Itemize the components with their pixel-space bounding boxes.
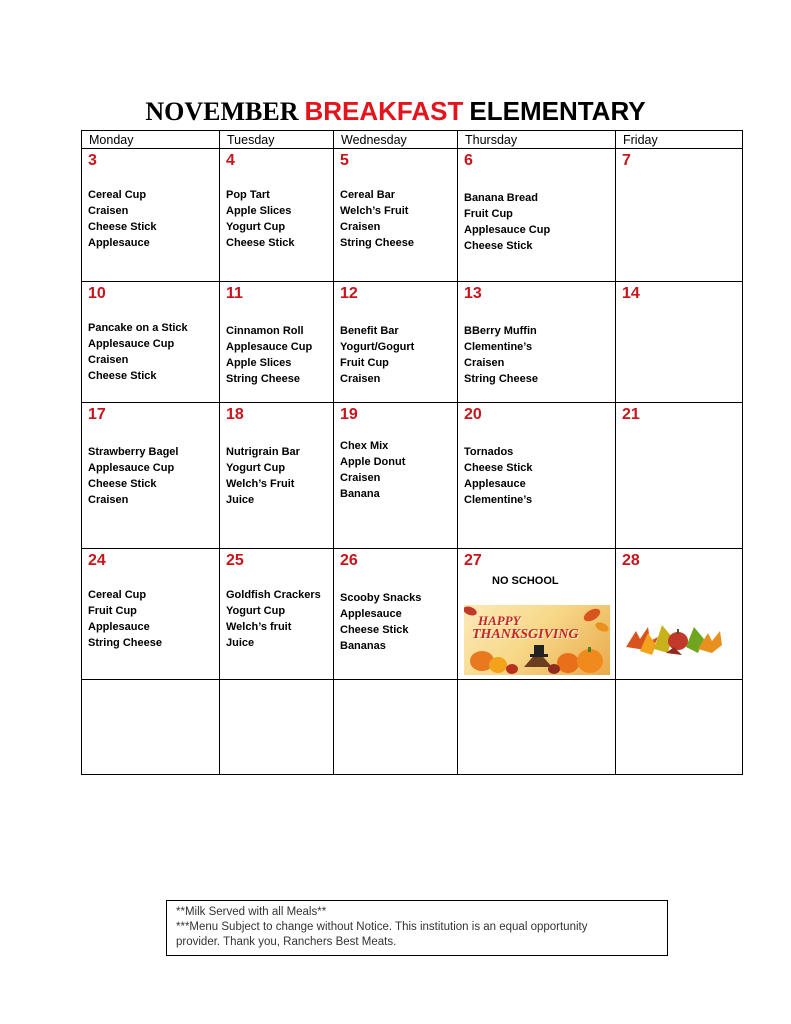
footer-line: **Milk Served with all Meals** <box>176 906 327 918</box>
day-number: 7 <box>622 152 631 169</box>
menu-item: Applesauce <box>340 608 402 620</box>
menu-item: Apple Donut <box>340 456 406 468</box>
page-title <box>0 96 791 127</box>
menu-item: Yogurt Cup <box>226 462 286 474</box>
week-row <box>82 282 743 403</box>
day-number: 27 <box>464 552 482 569</box>
day-cell <box>220 403 334 549</box>
menu-items <box>226 444 333 508</box>
menu-item: Craisen <box>340 221 381 233</box>
menu-items <box>464 190 615 254</box>
menu-item: Craisen <box>464 357 505 369</box>
menu-items <box>226 323 333 387</box>
day-cell <box>82 149 220 282</box>
menu-item: Applesauce Cup <box>88 338 175 350</box>
menu-item: Banana <box>340 488 380 500</box>
week-row <box>82 549 743 680</box>
day-number: 6 <box>464 152 473 169</box>
menu-item: Applesauce Cup <box>226 341 313 353</box>
menu-item: Pancake on a Stick <box>88 322 188 334</box>
footer-line: provider. Thank you, Ranchers Best Meats. <box>176 936 397 948</box>
menu-item: Juice <box>226 494 255 506</box>
menu-items <box>340 323 457 387</box>
day-cell <box>82 282 220 403</box>
menu-item: Goldfish Crackers <box>226 589 321 601</box>
menu-item: Craisen <box>88 205 129 217</box>
menu-item: Fruit Cup <box>88 605 137 617</box>
menu-item: String Cheese <box>464 373 538 385</box>
menu-item: Banana Bread <box>464 192 538 204</box>
menu-items <box>340 590 457 654</box>
day-cell <box>458 680 616 775</box>
day-cell <box>220 549 334 680</box>
menu-item: String Cheese <box>226 373 300 385</box>
day-number: 14 <box>622 285 640 302</box>
day-cell <box>616 403 743 549</box>
menu-items <box>464 444 615 508</box>
menu-item: Craisen <box>340 373 381 385</box>
day-cell <box>458 149 616 282</box>
day-cell <box>82 680 220 775</box>
menu-item: Cheese Stick <box>88 370 157 382</box>
day-number: 19 <box>340 406 358 423</box>
weekday-wednesday: Wednesday <box>334 131 458 149</box>
day-cell <box>458 282 616 403</box>
weekday-thursday: Thursday <box>458 131 616 149</box>
day-cell <box>616 282 743 403</box>
menu-item: Yogurt Cup <box>226 221 286 233</box>
menu-item: Applesauce <box>88 237 150 249</box>
day-number: 12 <box>340 285 358 302</box>
menu-item: Chex Mix <box>340 440 389 452</box>
menu-item: Apple Slices <box>226 357 292 369</box>
menu-item: Tornados <box>464 446 514 458</box>
day-cell <box>220 282 334 403</box>
banner-text-thanksgiving: THANKSGIVING <box>472 627 579 642</box>
menu-item: Bananas <box>340 640 386 652</box>
happy-thanksgiving-banner <box>464 605 610 675</box>
menu-items <box>464 323 615 387</box>
menu-item: Fruit Cup <box>340 357 389 369</box>
menu-item: Cereal Cup <box>88 589 147 601</box>
day-cell <box>220 680 334 775</box>
menu-item: Applesauce <box>88 621 150 633</box>
day-cell <box>334 282 458 403</box>
menu-items <box>340 438 457 502</box>
menu-item: Cheese Stick <box>464 240 533 252</box>
menu-item: Cheese Stick <box>340 624 409 636</box>
menu-item: Welch’s Fruit <box>226 478 295 490</box>
day-number: 26 <box>340 552 358 569</box>
day-cell <box>82 403 220 549</box>
menu-item: Fruit Cup <box>464 208 513 220</box>
menu-item: Craisen <box>88 494 129 506</box>
menu-item: Cereal Bar <box>340 189 396 201</box>
day-number: 3 <box>88 152 97 169</box>
menu-item: Yogurt Cup <box>226 605 286 617</box>
day-cell <box>616 680 743 775</box>
menu-items <box>88 320 219 384</box>
menu-item: Cheese Stick <box>88 221 157 233</box>
week-row <box>82 403 743 549</box>
day-cell <box>458 403 616 549</box>
title-school: ELEMENTARY <box>469 96 646 126</box>
day-cell <box>334 149 458 282</box>
menu-item: Welch’s fruit <box>226 621 292 633</box>
day-cell <box>82 549 220 680</box>
menu-item: Welch’s Fruit <box>340 205 409 217</box>
menu-item: Cereal Cup <box>88 189 147 201</box>
day-number: 20 <box>464 406 482 423</box>
menu-item: Applesauce <box>464 478 526 490</box>
menu-item: Applesauce Cup <box>464 224 551 236</box>
title-month: NOVEMBER <box>145 97 299 126</box>
menu-items <box>226 187 333 251</box>
weekday-header-row <box>82 131 743 149</box>
menu-item: Cheese Stick <box>88 478 157 490</box>
menu-item: Cheese Stick <box>464 462 533 474</box>
weekday-monday: Monday <box>82 131 220 149</box>
day-number: 25 <box>226 552 244 569</box>
menu-item: Clementine’s <box>464 341 533 353</box>
autumn-leaves-icon <box>622 607 726 659</box>
weekday-friday: Friday <box>616 131 743 149</box>
day-number: 24 <box>88 552 106 569</box>
day-cell <box>334 549 458 680</box>
menu-item: Cheese Stick <box>226 237 295 249</box>
week-row <box>82 149 743 282</box>
day-number: 10 <box>88 285 106 302</box>
menu-items <box>226 587 333 651</box>
day-number: 17 <box>88 406 106 423</box>
week-row <box>82 680 743 775</box>
day-number: 13 <box>464 285 482 302</box>
menu-item: Juice <box>226 637 255 649</box>
day-number: 11 <box>226 285 243 302</box>
menu-item: Apple Slices <box>226 205 292 217</box>
menu-item: Nutrigrain Bar <box>226 446 300 458</box>
day-cell <box>334 403 458 549</box>
menu-item: Strawberry Bagel <box>88 446 179 458</box>
menu-item: Scooby Snacks <box>340 592 422 604</box>
menu-item: Clementine’s <box>464 494 533 506</box>
menu-items <box>88 587 219 651</box>
menu-item: BBerry Muffin <box>464 325 537 337</box>
menu-items <box>88 187 219 251</box>
day-number: 28 <box>622 552 640 569</box>
menu-item: Benefit Bar <box>340 325 399 337</box>
day-cell <box>334 680 458 775</box>
day-number: 18 <box>226 406 244 423</box>
weekday-tuesday: Tuesday <box>220 131 334 149</box>
menu-item: Pop Tart <box>226 189 270 201</box>
menu-item: Cinnamon Roll <box>226 325 304 337</box>
menu-items <box>340 187 457 251</box>
menu-item: Applesauce Cup <box>88 462 175 474</box>
day-cell <box>616 549 743 680</box>
menu-item: Craisen <box>340 472 381 484</box>
no-school-note: NO SCHOOL <box>492 575 559 587</box>
menu-items <box>88 444 219 508</box>
day-number: 4 <box>226 152 235 169</box>
banner-text-happy: HAPPY <box>478 613 521 628</box>
day-cell <box>220 149 334 282</box>
menu-item: Craisen <box>88 354 129 366</box>
day-cell <box>616 149 743 282</box>
menu-item: Yogurt/Gogurt <box>340 341 415 353</box>
menu-item: String Cheese <box>340 237 414 249</box>
day-number: 5 <box>340 152 349 169</box>
menu-item: String Cheese <box>88 637 162 649</box>
menu-calendar <box>81 130 743 775</box>
title-meal: BREAKFAST <box>304 96 464 126</box>
footer-line: ***Menu Subject to change without Notice. This institution is an equal opportunity <box>176 921 588 933</box>
footer-note <box>166 900 668 956</box>
day-number: 21 <box>622 406 640 423</box>
day-cell <box>458 549 616 680</box>
